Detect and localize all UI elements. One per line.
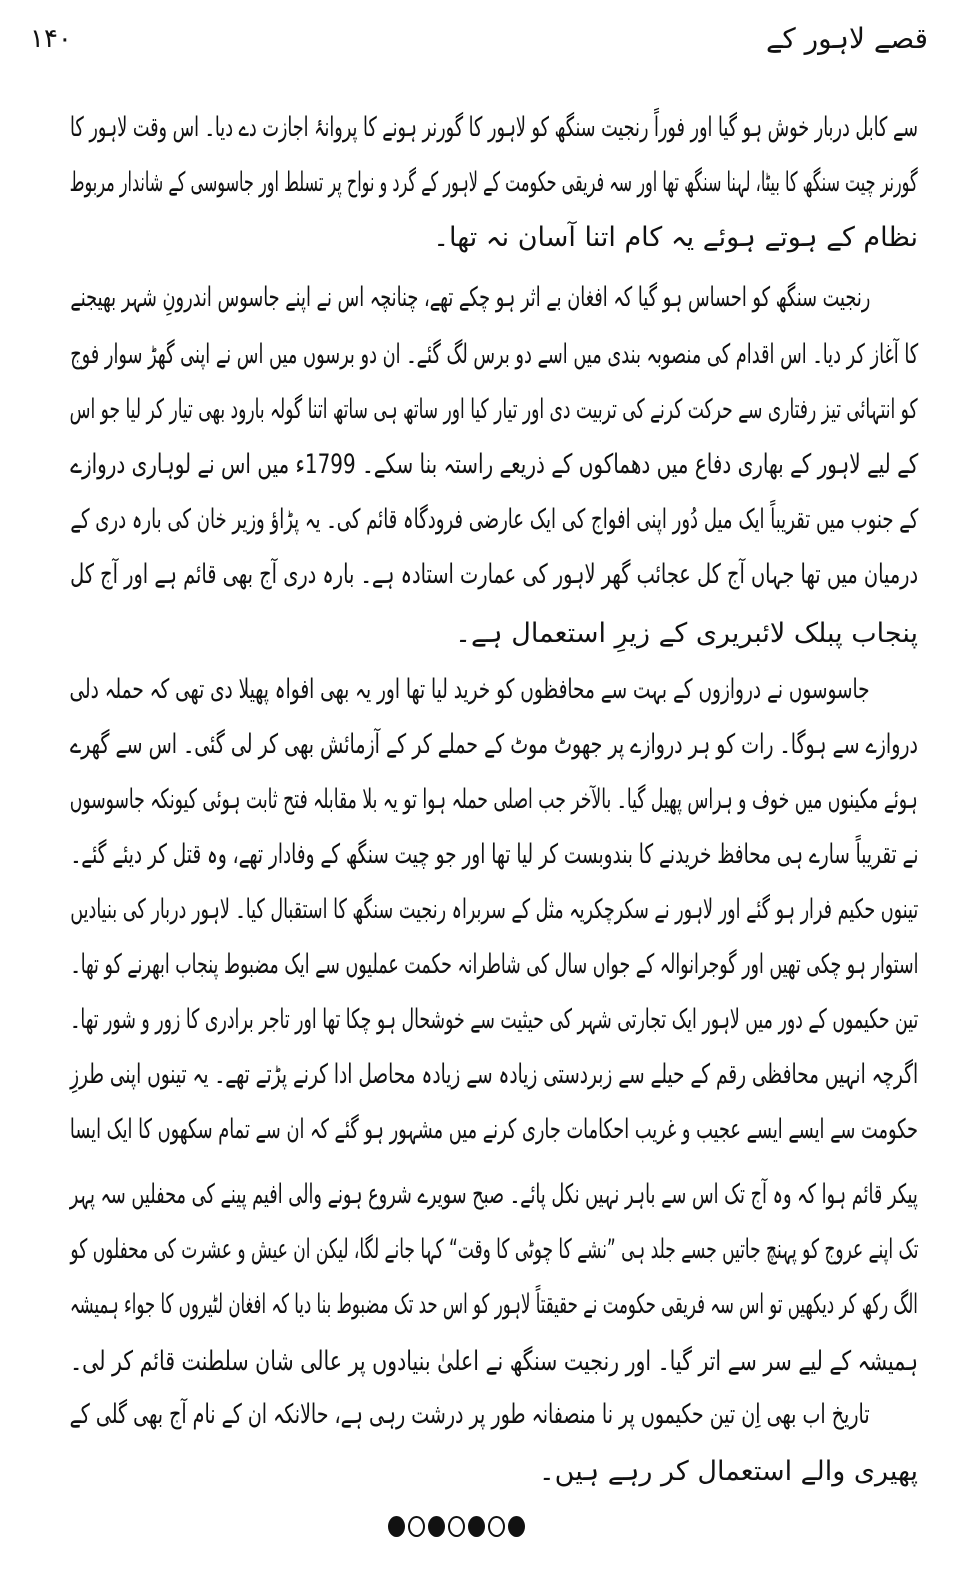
text-line-content: سے کابل دربار خوش ہو گیا اور فوراً رنجیت سنگھ کو لاہور کا گورنر ہونے کا پروانۂ اجازت دے دیا۔ اس وقت لاہور کا (70, 112, 918, 143)
text-line (70, 213, 918, 263)
text-line-content: کے لیے لاہور کے بھاری دفاع میں دھماکوں کے ذریعے راستہ بنا سکے۔ 1799ء میں اس نے لوہاری دروازے (70, 449, 918, 480)
text-line-content: اگرچہ انہیں محافظی رقم کے حیلے سے زبردستی زیادہ سے زیادہ محاصل ادا کرنے پڑتے تھے۔ یہ تینوں اپنی طرزِ (70, 1059, 918, 1090)
text-line-content: دروازے سے ہوگا۔ رات کو ہر دروازے پر جھوٹ موٹ کے حملے کر کے آزمائش بھی کر لی گئی۔ اس سے گھرے (70, 729, 918, 760)
text-line-content: حکومت سے ایسے ایسے عجیب و غریب احکامات جاری کرنے میں مشہور ہو گئے کہ ان سے تمام سکھوں کا ایک ایسا (69, 1114, 918, 1145)
text-line-content: نے تقریباً سارے ہی محافظ خریدنے کا بندوبست کر لیا تھا اور جو چیت سنگھ کے وفادار تھے، وہ قتل کر دیئے گئے۔ (70, 839, 918, 870)
text-line-content: درمیان میں تھا جہاں آج کل عجائب گھر لاہور کی عمارت استادہ ہے۔ بارہ دری آج بھی قائم ہے اور آج کل (70, 559, 918, 590)
text-line-content: گورنر چیت سنگھ کا بیٹا، لہنا سنگھ تھا اور سہ فریقی حکومت کے لاہور کے گرد و نواح پر تسلط اور جاسوسی کے شاندار مربوط (70, 167, 918, 198)
running-header-title: قصے لاہور کے (766, 22, 928, 55)
text-line-content: پیکر قائم ہوا کہ وہ آج تک اس سے باہر نہیں نکل پائے۔ صبح سویرے شروع ہونے والی افیم پینے کی محفلیں سہ پہر (70, 1179, 918, 1210)
text-line-content: پنجاب پبلک لائبریری کے زیرِ استعمال ہے۔ (455, 618, 918, 649)
text-line (70, 1105, 918, 1155)
text-line (70, 495, 918, 545)
text-line (70, 995, 918, 1045)
text-line (70, 885, 918, 935)
text-line-content: جاسوسوں نے دروازوں کے بہت سے محافظوں کو خرید لیا تھا اور یہ بھی افواہ پھیلا دی تھی کہ حملہ دلی (70, 674, 870, 705)
open-circle-icon (448, 1516, 465, 1537)
text-line-content: پھیری والے استعمال کر رہے ہیں۔ (538, 1456, 918, 1487)
text-line (70, 273, 918, 323)
text-line-content: کا آغاز کر دیا۔ اس اقدام کی منصوبہ بندی میں اسے دو برس لگ گئے۔ ان دو برسوں میں اس نے اپنی گھڑ سوار فوج (70, 339, 918, 370)
text-line-content: نظام کے ہوتے ہوئے یہ کام اتنا آسان نہ تھا۔ (433, 222, 918, 253)
end-ornament (388, 1516, 525, 1537)
text-line (70, 665, 918, 715)
text-line (70, 720, 918, 770)
text-line (70, 1337, 918, 1387)
text-line-content: تاریخ اب بھی اِن تین حکیموں پر نا منصفانہ طور پر درشت رہی ہے، حالانکہ ان کے نام آج بھی گلی کے (70, 1399, 870, 1430)
text-line (70, 830, 918, 880)
text-line-content: الگ رکھ کر دیکھیں تو اس سہ فریقی حکومت نے حقیقتاً لاہور کو اس حد تک مضبوط بنا دیا کہ افغان لٹیروں کا جواء ہمیشہ (70, 1289, 918, 1320)
filled-circle-icon (428, 1516, 445, 1537)
text-line (70, 1390, 918, 1440)
text-line-content: ہوئے مکینوں میں خوف و ہراس پھیل گیا۔ بالآخر جب اصلی حملہ ہوا تو یہ بلا مقابلہ فتح ثابت ہوئی کیونکہ جاسوسوں (70, 784, 918, 815)
text-line-content: کو انتہائی تیز رفتاری سے حرکت کرنے کی تربیت دی اور تیار کیا اور ساتھ ہی ساتھ اتنا گولہ بارود بھی تیار کر لیا جو اس (70, 394, 918, 425)
filled-circle-icon (388, 1516, 405, 1537)
text-line (70, 385, 918, 435)
text-line (70, 550, 918, 600)
filled-circle-icon (508, 1516, 525, 1537)
text-line (70, 1225, 918, 1275)
text-line (70, 158, 918, 208)
text-line-content: تک اپنے عروج کو پہنچ جاتیں جسے جلد ہی ”نشے کا چوٹی کا وقت“ کہا جانے لگا، لیکن ان عیش و عشرت کی محفلوں کو (70, 1234, 918, 1265)
text-line (70, 775, 918, 825)
text-line-content: تینوں حکیم فرار ہو گئے اور لاہور نے سکرچکریہ مثل کے سربراہ رنجیت سنگھ کا استقبال کیا۔ لاہور دربار کی بنیادیں (70, 894, 918, 925)
filled-circle-icon (468, 1516, 485, 1537)
open-circle-icon (488, 1516, 505, 1537)
text-line (70, 609, 918, 659)
text-line (70, 1170, 918, 1220)
text-line-content: تین حکیموں کے دور میں لاہور ایک تجارتی شہر کی حیثیت سے خوشحال ہو چکا تھا اور تاجر برادری کا زور و شور تھا۔ (70, 1004, 918, 1035)
text-line-content: کے جنوب میں تقریباً ایک میل دُور اپنی افواج کی ایک عارضی فرودگاہ قائم کی۔ یہ پڑاؤ وزیر خان کی بارہ دری کے (70, 504, 918, 535)
text-line (70, 330, 918, 380)
text-line-content: استوار ہو چکی تھیں اور گوجرانوالہ کے جواں سال کی شاطرانہ حکمت عملیوں سے ایک مضبوط پنجاب ابھرنے کو تھا۔ (70, 949, 918, 980)
text-line (70, 1280, 918, 1330)
text-line-content: رنجیت سنگھ کو احساس ہو گیا کہ افغان بے اثر ہو چکے تھے، چنانچہ اس نے اپنے جاسوس اندرونِ شہر بھیجنے (69, 282, 870, 313)
open-circle-icon (408, 1516, 425, 1537)
text-line (70, 940, 918, 990)
text-line (70, 440, 918, 490)
text-line (70, 103, 918, 153)
text-line (70, 1447, 918, 1497)
text-line (70, 1050, 918, 1100)
page-number: ۱۴۰ (30, 24, 72, 54)
text-line-content: ہمیشہ کے لیے سر سے اتر گیا۔ اور رنجیت سنگھ نے اعلیٰ بنیادوں پر عالی شان سلطنت قائم کر لی۔ (70, 1346, 918, 1377)
